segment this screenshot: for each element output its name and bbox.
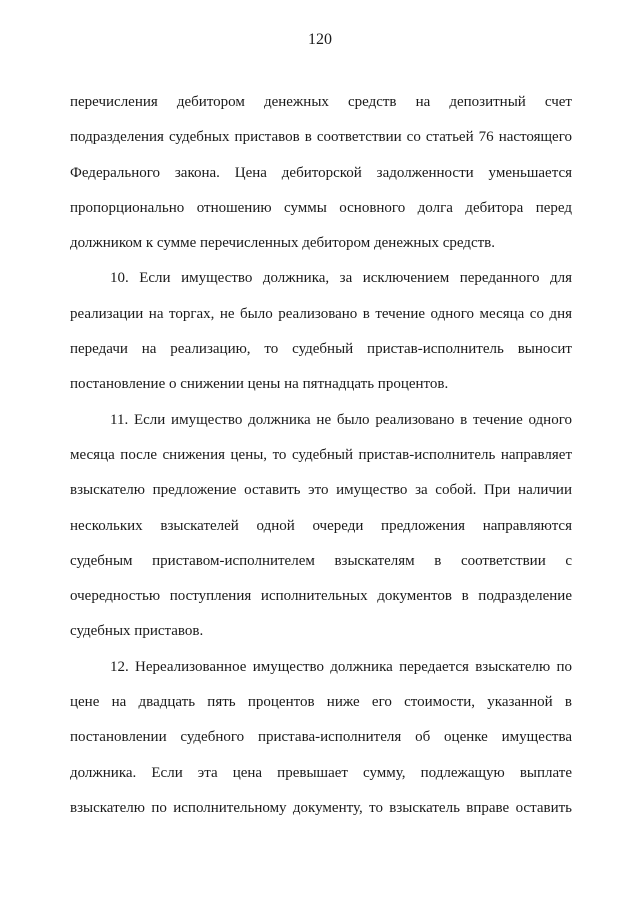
- text-line: месяца после снижения цены, то судебный пристав-исполнитель направляет: [70, 446, 572, 463]
- text-line: 12. Нереализованное имущество должника передается взыскателю по: [110, 658, 572, 675]
- text-line: должником к сумме перечисленных дебитором денежных средств.: [70, 235, 495, 252]
- document-body: [70, 92, 572, 833]
- text-line: взыскателю предложение оставить это имущество за собой. При наличии: [70, 482, 572, 499]
- paragraph-12: [70, 657, 572, 833]
- text-line: цене на двадцать пять процентов ниже его стоимости, указанной в: [70, 694, 572, 711]
- text-line: взыскателю по исполнительному документу, то взыскатель вправе оставить: [70, 799, 572, 816]
- text-line: 11. Если имущество должника не было реализовано в течение одного: [110, 411, 572, 428]
- page-number: 120: [308, 31, 332, 48]
- text-line: судебным приставом-исполнителем взыскателям в соответствии с: [70, 552, 572, 569]
- text-line: постановление о снижении цены на пятнадцать процентов.: [70, 376, 449, 393]
- text-line: передачи на реализацию, то судебный пристав-исполнитель выносит: [70, 341, 572, 358]
- text-line: подразделения судебных приставов в соответствии со статьей 76 настоящего: [70, 129, 572, 146]
- text-line: 10. Если имущество должника, за исключением переданного для: [110, 270, 572, 287]
- text-line: очередностью поступления исполнительных документов в подразделение: [70, 588, 572, 605]
- text-line: должника. Если эта цена превышает сумму, подлежащую выплате: [70, 764, 572, 781]
- text-line: судебных приставов.: [70, 623, 204, 640]
- text-line: нескольких взыскателей одной очереди предложения направляются: [70, 517, 572, 534]
- text-line: Федерального закона. Цена дебиторской задолженности уменьшается: [70, 164, 572, 181]
- text-line: реализации на торгах, не было реализовано в течение одного месяца со дня: [70, 305, 572, 322]
- text-line: пропорционально отношению суммы основного долга дебитора перед: [70, 199, 572, 216]
- paragraph-10: [70, 268, 572, 409]
- paragraph-11: [70, 410, 572, 657]
- paragraph-continuation: [70, 92, 572, 268]
- text-line: постановлении судебного пристава-исполнителя об оценке имущества: [70, 729, 572, 746]
- text-line: перечисления дебитором денежных средств на депозитный счет: [70, 94, 572, 110]
